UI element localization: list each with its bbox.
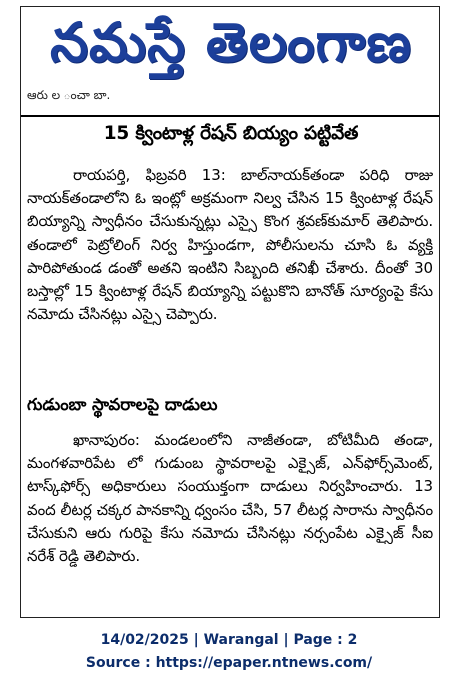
headline-divider [21, 115, 439, 117]
article-subheading: గుడుంబా స్థావరాలపై దాడులు [27, 395, 218, 414]
masthead-title: నమస్తే తెలంగాణ [50, 10, 412, 74]
article-headline: 15 క్వింటాళ్ల రేషన్ బియ్యం పట్టివేత [103, 123, 359, 144]
edition-date-line: 14/02/2025 | Warangal | Page : 2 [100, 632, 358, 648]
second-article-body: ఖానాపురం: మండలంలోని నాజీతండా, బోటిమీది తండా, మంగళవారిపేట లో గుడుంబ స్థావరాలపై ఎక్సైజ్, ఎన్‌ఫోర్స్‌మెంట్, టాస్క్‌ఫోర్స్ అధికారులు సంయుక్తంగా దాడులు నిర్వహించారు. 13 వంద లీటర్ల చక్కర పానకాన్ని ధ్వంసం చేసి, 57 లీటర్ల సారాను స్వాధీనం చేసుకుని ఆరు గురిపై కేసు నమోదు చేసినట్లు నర్సంపేట ఎక్సైజ్ సీఐ నరేశ్ రెడ్డి తెలిపారు. [27, 431, 433, 566]
newspaper-clipping [20, 6, 440, 618]
cut-off-text-line: ఆరు ల ంచా బా. [27, 89, 111, 101]
source-line: Source : https://epaper.ntnews.com/ [85, 655, 373, 671]
article-body: రాయపర్తి, ఫిబ్రవరి 13: బాల్‌నాయక్‌తండా పరిధి రాజు నాయక్‌తండాలోని ఓ ఇంట్లో అక్రమంగా నిల్వ చేసిన 15 క్వింటాళ్ల రేషన్ బియ్యాన్ని స్వాధీనం చేసుకున్నట్లు ఎస్సై కొంగ శ్రవణ్‌కుమార్ తెలిపారు. తండాలో పెట్రోలింగ్ నిర్వ హిస్తుండగా, పోలీసులను చూసి ఓ వ్యక్తి పారిపోతుండ డంతో అతని ఇంటిని సిబ్బంది తనిఖీ చేశారు. దీంతో 30 బస్తాల్లో 15 క్వింటాళ్ల రేషన్ బియ్యాన్ని పట్టుకొని బానోత్ సూర్యంపై కేసు నమోదు చేసినట్లు ఎస్సై చెప్పారు. [27, 166, 433, 324]
